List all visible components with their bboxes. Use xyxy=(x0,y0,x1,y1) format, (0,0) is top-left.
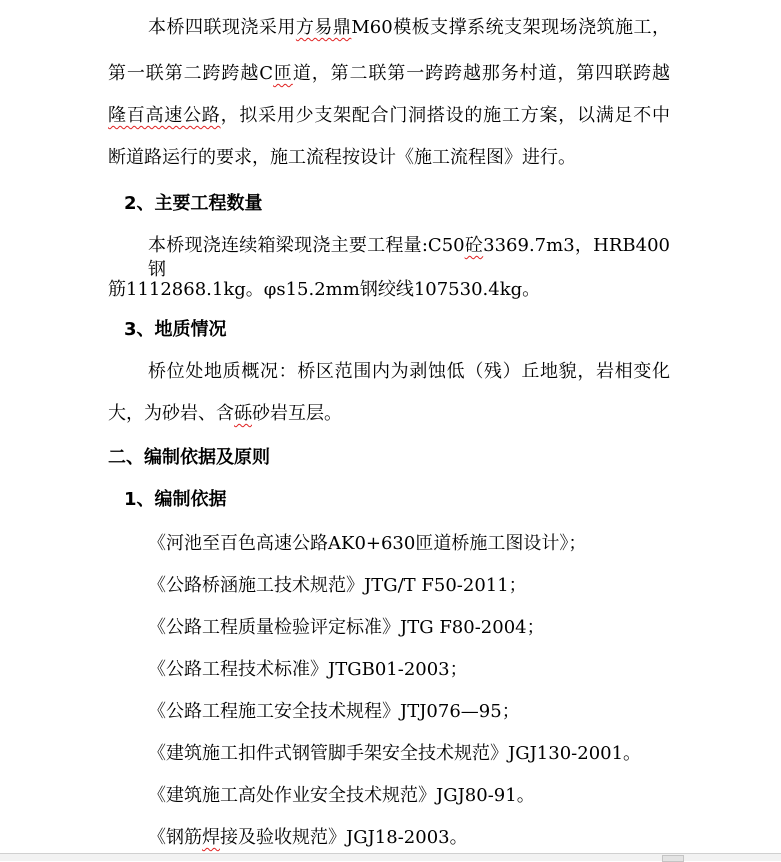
section-2-line-1-pre: 本桥现浇连续箱梁现浇主要工程量:C50 xyxy=(148,235,465,256)
intro-line-1 xyxy=(148,16,670,40)
basis-item-5 xyxy=(148,700,520,724)
section-3-line-1-text: 桥位处地质概况：桥区范围内为剥蚀低（残）丘地貌，岩相变化 xyxy=(148,361,670,382)
basis-item-2-text: 《公路桥涵施工技术规范》JTG/T F50-2011； xyxy=(148,575,527,596)
section-3-line-2-post: 砂岩互层。 xyxy=(252,403,342,424)
section-2-line-1-marked: 砼 xyxy=(464,235,484,256)
intro-line-1-pre: 本桥四联现浇采用 xyxy=(148,17,296,38)
basis-item-1-post: 道桥施工图设计》； xyxy=(433,533,587,554)
intro-line-4-text: 断道路运行的要求，施工流程按设计《施工流程图》进行。 xyxy=(108,147,576,168)
section-2-line-2-text: 筋1112868.1kg。φs15.2mm钢绞线107530.4kg。 xyxy=(108,279,541,300)
intro-line-2-pre: 第一联第二跨跨越C xyxy=(108,63,274,84)
chapter-2-heading: 二、编制依据及原则 xyxy=(108,447,270,468)
basis-item-8-post: 接及验收规范》JGJ18-2003。 xyxy=(220,827,468,848)
section-2-line-1 xyxy=(148,234,671,280)
intro-line-3 xyxy=(108,104,670,128)
section-2-line-1-post: 3369.7m3，HRB400钢 xyxy=(148,235,671,280)
intro-line-2 xyxy=(108,62,670,86)
section-3-line-2 xyxy=(108,402,342,426)
intro-line-3-post: ，拟采用少支架配合门洞搭设的施工方案，以满足不中 xyxy=(220,105,671,126)
basis-item-1-pre: 《河池至百色高速公路AK0+630 xyxy=(148,533,416,554)
section-2-line-2 xyxy=(108,278,540,302)
basis-item-4-text: 《公路工程技术标准》JTGB01-2003； xyxy=(148,659,468,680)
basis-item-3-text: 《公路工程质量检验评定标准》JTG F80-2004； xyxy=(148,617,545,638)
section-2-heading: 2、主要工程数量 xyxy=(124,193,263,214)
basis-item-3 xyxy=(148,616,545,640)
basis-item-7-text: 《建筑施工高处作业安全技术规范》JGJ80-91。 xyxy=(148,785,535,806)
intro-line-4 xyxy=(108,146,576,170)
basis-item-6 xyxy=(148,742,641,766)
intro-line-1-post: M60模板支撑系统支架现场浇筑施工， xyxy=(351,17,671,38)
basis-heading: 1、编制依据 xyxy=(124,489,227,510)
intro-line-2-marked: 匝 xyxy=(273,63,293,84)
basis-item-1 xyxy=(148,532,586,556)
basis-item-4 xyxy=(148,658,468,682)
section-3-line-2-pre: 大，为砂岩、含 xyxy=(108,403,234,424)
basis-item-2 xyxy=(148,574,527,598)
intro-line-1-marked: 方易鼎 xyxy=(295,17,352,38)
basis-item-7 xyxy=(148,784,535,808)
basis-item-8 xyxy=(148,826,468,850)
intro-line-3-marked: 隆百高速公路 xyxy=(108,105,221,126)
basis-item-1-marked: 匝 xyxy=(415,533,434,554)
intro-line-2-post: 道，第二联第一跨跨越那务村道，第四联跨越 xyxy=(292,63,671,84)
basis-item-5-text: 《公路工程施工安全技术规程》JTJ076—95； xyxy=(148,701,520,722)
basis-item-8-marked: 焊 xyxy=(202,827,220,848)
basis-item-8-pre: 《钢筋 xyxy=(148,827,202,848)
basis-item-6-text: 《建筑施工扣件式钢管脚手架安全技术规范》JGJ130-2001。 xyxy=(148,743,642,764)
section-3-line-2-marked: 砾 xyxy=(234,403,252,424)
section-3-heading: 3、地质情况 xyxy=(124,319,227,340)
viewer-scroll-thumb[interactable] xyxy=(662,855,684,862)
section-3-line-1 xyxy=(148,360,670,384)
